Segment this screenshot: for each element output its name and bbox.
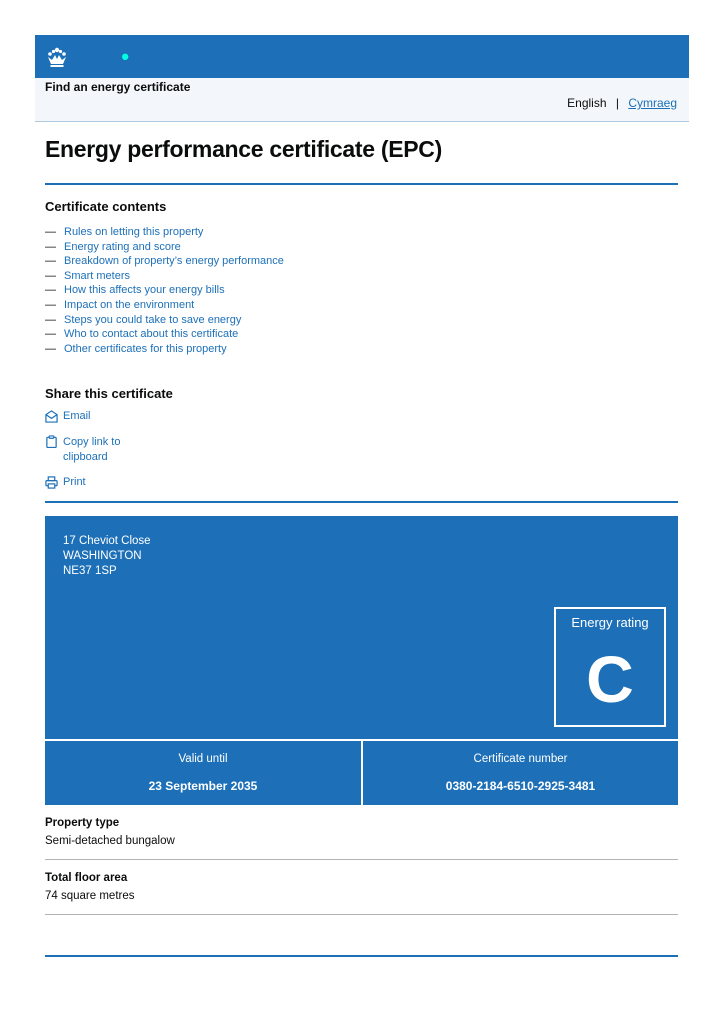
energy-rating-label: Energy rating [571,615,649,630]
list-item: — Rules on letting this property [45,226,204,238]
list-item: — Energy rating and score [45,240,181,253]
share-copy-label: Copy link to clipboard [63,436,121,463]
section-divider [45,501,678,503]
printer-icon [45,476,58,489]
energy-rating-letter: C [586,642,634,716]
language-separator: | [615,96,619,110]
address-line-2: WASHINGTON [63,549,142,562]
property-type-value: Semi-detached bungalow [45,835,175,847]
valid-until-label: Valid until [178,753,228,765]
energy-rating-box [554,607,666,727]
section-divider [45,183,678,185]
certificate-number-value: 0380-2184-6510-2925-3481 [445,779,596,793]
page-title: Energy performance certificate (EPC) [45,136,442,162]
language-switcher [567,96,677,110]
govuk-logo-link[interactable] [45,44,160,70]
language-current: English [567,96,607,110]
list-item: — Who to contact about this certificate [45,328,239,341]
valid-until-value: 23 September 2035 [148,779,258,793]
certificate-number-cell [363,741,678,805]
certificate-panel [45,516,678,805]
property-address [63,534,151,578]
section-divider [45,955,678,957]
valid-until-cell [45,741,361,805]
envelope-icon [45,410,58,423]
floor-area-key: Total floor area [45,872,128,884]
list-item: — Impact on the environment [45,298,195,311]
list-item: — Breakdown of property’s energy performance [45,255,284,268]
share-print-label: Print [63,476,86,488]
summary-divider [45,914,678,915]
contents-link[interactable]: Other certificates for this property [64,342,227,355]
govuk-logotype: GOV•UK [73,43,161,69]
clipboard-icon [45,435,58,448]
service-name-link[interactable]: Find an energy certificate [45,80,191,94]
share-email-label: Email [63,410,91,422]
address-line-1: 17 Cheviot Close [63,535,151,547]
govuk-header [35,35,689,78]
contents-link[interactable]: Smart meters [64,269,131,282]
service-navigation [35,78,689,122]
contents-link[interactable]: Who to contact about this certificate [64,328,239,341]
language-cymraeg-link[interactable]: Cymraeg [628,96,677,110]
contents-link[interactable]: Energy rating and score [64,240,181,253]
share-heading: Share this certificate [45,386,173,401]
contents-link[interactable]: Steps you could take to save energy [64,313,242,326]
share-copy-link[interactable] [45,435,153,465]
contents-heading: Certificate contents [45,199,167,214]
contents-link[interactable]: Breakdown of property’s energy performance [64,255,284,268]
summary-divider [45,859,678,860]
certificate-number-label: Certificate number [473,753,568,765]
list-item: — Smart meters [45,269,131,282]
crown-icon [45,45,69,69]
share-print-link[interactable] [45,476,86,489]
address-postcode: NE37 1SP [63,564,117,577]
contents-link[interactable]: How this affects your energy bills [64,284,225,297]
list-item: — Other certificates for this property [45,342,227,355]
list-item: — How this affects your energy bills [45,284,225,297]
contents-list [45,225,284,356]
property-type-key: Property type [45,817,120,829]
share-email-link[interactable] [45,410,91,423]
floor-area-value: 74 square metres [45,890,135,902]
list-item: — Steps you could take to save energy [45,313,242,326]
contents-link[interactable]: Rules on letting this property [64,226,204,238]
contents-link[interactable]: Impact on the environment [64,298,195,311]
